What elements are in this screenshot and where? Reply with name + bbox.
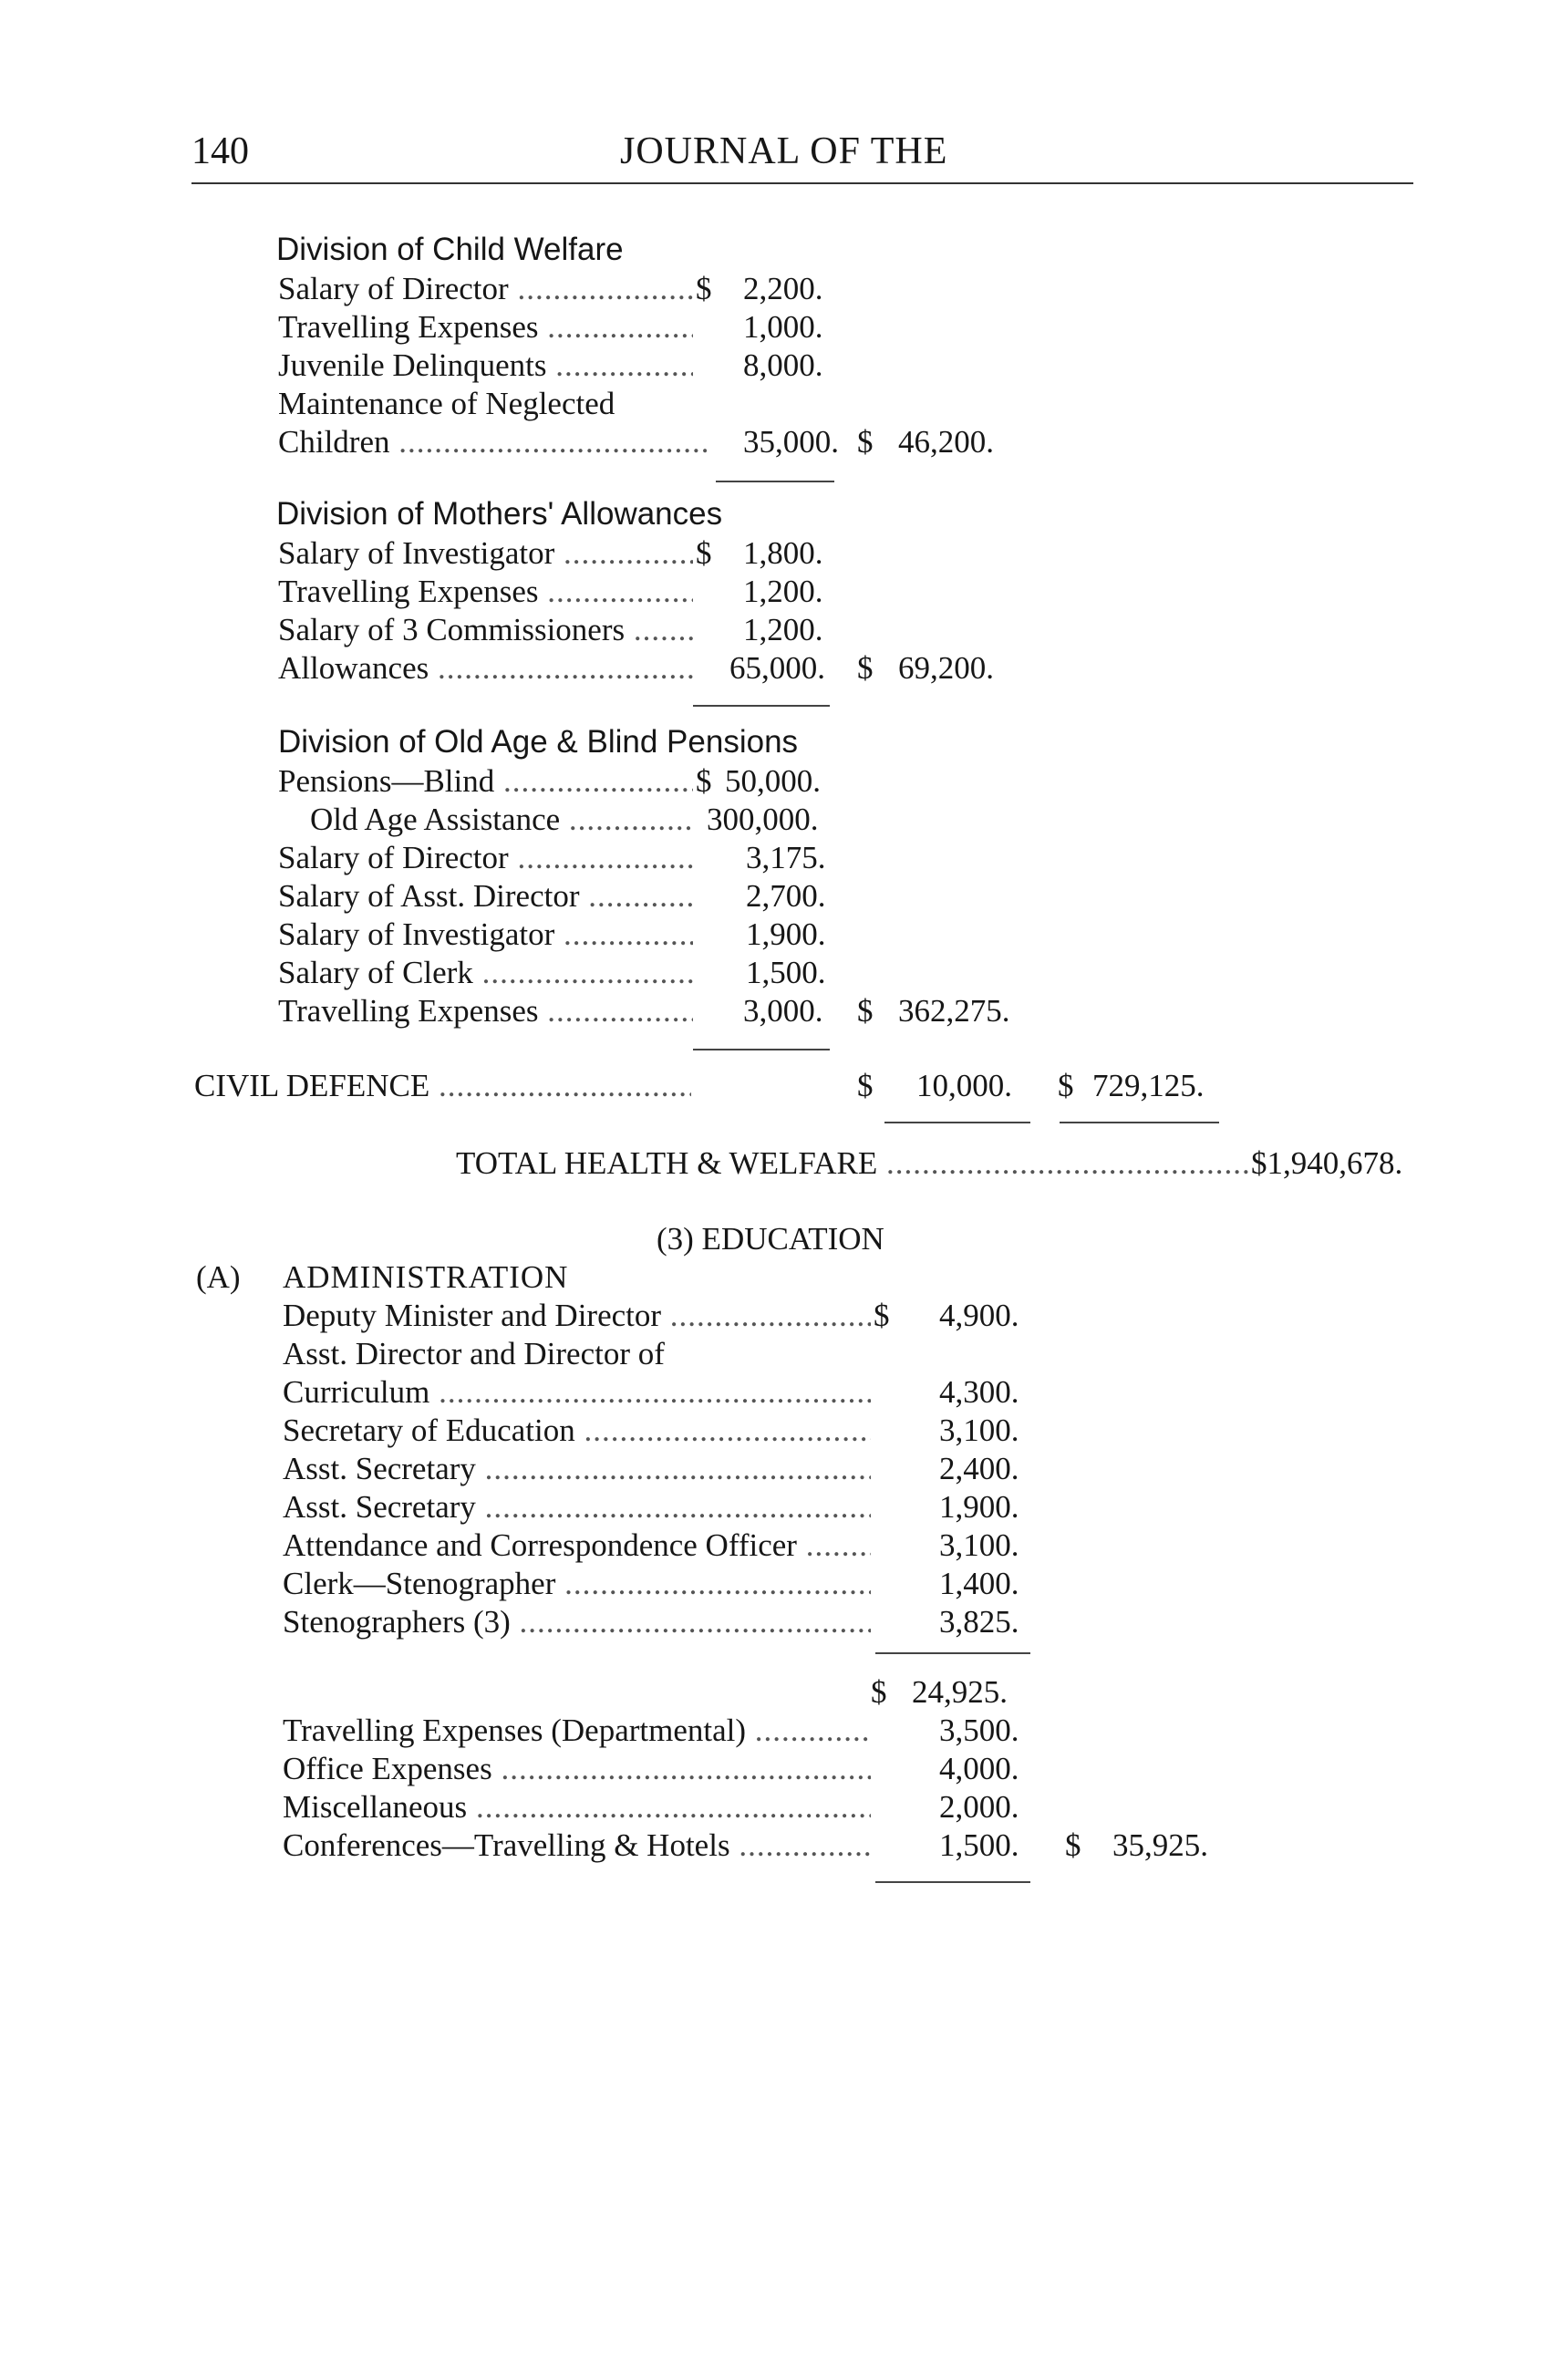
row-label: Travelling Expenses .....	[278, 308, 693, 347]
table-row	[283, 1565, 1039, 1603]
table-row-total-health-welfare	[456, 1144, 1422, 1183]
row-amount: 1,900.	[746, 916, 826, 952]
row-dollar: $	[871, 1674, 887, 1710]
row-amount: 1,400.	[939, 1566, 1019, 1601]
table-row	[310, 801, 1039, 839]
row-label: CIVIL DEFENCE .....	[194, 1067, 691, 1105]
sum-rule	[693, 1049, 830, 1050]
total-dollar: $	[857, 650, 874, 686]
total-dollar: $	[1058, 1068, 1074, 1103]
row-dollar: $	[696, 763, 712, 799]
row-amount: 8,000.	[743, 347, 823, 383]
division-total: 69,200.	[898, 650, 994, 686]
row-amount: 50,000.	[725, 763, 821, 799]
row-label: Attendance and Correspondence Officer .....	[283, 1526, 871, 1565]
row-label: Pensions—Blind .....	[278, 762, 693, 801]
group-total: 729,125.	[1092, 1068, 1205, 1103]
row-amount: 1,500.	[746, 955, 826, 990]
sum-rule	[1060, 1122, 1219, 1123]
sum-rule	[884, 1122, 1030, 1123]
table-row	[283, 1412, 1039, 1450]
sum-rule	[875, 1881, 1030, 1883]
row-amount: 10,000.	[916, 1068, 1012, 1103]
row-label: Old Age Assistance .....	[310, 801, 693, 839]
table-row	[278, 534, 1008, 573]
table-row	[278, 992, 1062, 1030]
table-row-civil-defence	[194, 1067, 1243, 1105]
row-amount: 2,000.	[939, 1789, 1019, 1825]
running-head: JOURNAL OF THE	[620, 130, 948, 172]
row-dollar: $	[874, 1298, 890, 1333]
subsection-marker: (A)	[196, 1259, 241, 1295]
sum-rule	[716, 481, 834, 482]
total-dollar: $	[857, 424, 874, 460]
row-label: Miscellaneous .....	[283, 1788, 871, 1826]
row-label: Salary of Asst. Director .....	[278, 877, 693, 916]
table-row	[278, 611, 1008, 649]
table-row	[283, 1297, 1039, 1335]
table-row	[283, 1750, 1039, 1788]
row-label: Salary of Director .....	[278, 839, 693, 877]
row-amount: 4,900.	[939, 1298, 1019, 1333]
administration-total: 35,925.	[1112, 1827, 1208, 1863]
table-row	[278, 347, 1008, 385]
row-amount: 35,000.	[743, 424, 839, 460]
table-row	[283, 1603, 1039, 1641]
row-amount: 1,200.	[743, 612, 823, 647]
row-dollar: $	[696, 535, 712, 571]
section-title-mothers-allowances: Division of Mothers' Allowances	[276, 496, 723, 532]
division-total: 46,200.	[898, 424, 994, 460]
row-amount: 1,000.	[743, 309, 823, 345]
table-row	[278, 839, 1008, 877]
row-amount: 65,000.	[729, 650, 825, 686]
row-dollar: $	[857, 1068, 874, 1103]
row-label: Asst. Secretary .....	[283, 1488, 871, 1526]
table-row-subtotal	[283, 1673, 1039, 1712]
table-row	[283, 1712, 1039, 1750]
row-label: Asst. Secretary .....	[283, 1450, 871, 1488]
row-label: Salary of Director .....	[278, 270, 693, 308]
row-amount: 3,500.	[939, 1713, 1019, 1748]
table-row	[278, 423, 1062, 461]
row-amount: 3,100.	[939, 1527, 1019, 1563]
row-label: Salary of 3 Commissioners .....	[278, 611, 693, 649]
row-label: Allowances .....	[278, 649, 693, 688]
table-row	[278, 762, 1008, 801]
row-amount: 4,300.	[939, 1374, 1019, 1410]
table-row	[278, 649, 1062, 688]
table-row	[278, 916, 1008, 954]
row-label: Clerk—Stenographer .....	[283, 1565, 871, 1603]
row-label: Conferences—Travelling & Hotels .....	[283, 1826, 871, 1865]
row-amount: 1,500.	[939, 1827, 1019, 1863]
row-amount: 3,000.	[743, 993, 823, 1029]
row-label: Deputy Minister and Director .....	[283, 1297, 871, 1335]
section-title-pensions: Division of Old Age & Blind Pensions	[278, 724, 799, 760]
page-number: 140	[191, 130, 249, 172]
table-row	[278, 954, 1008, 992]
row-label: Travelling Expenses .....	[278, 992, 693, 1030]
row-label: Curriculum .....	[283, 1373, 871, 1412]
table-row	[278, 573, 1008, 611]
row-amount: 2,200.	[743, 271, 823, 306]
section-title-child-welfare: Division of Child Welfare	[276, 232, 624, 267]
row-amount: 3,825.	[939, 1604, 1019, 1640]
grand-total: $1,940,678.	[1251, 1145, 1403, 1181]
table-row	[283, 1488, 1039, 1526]
total-dollar: $	[1065, 1827, 1081, 1863]
row-label: Travelling Expenses .....	[278, 573, 693, 611]
table-row	[283, 1826, 1240, 1865]
row-label: Salary of Investigator .....	[278, 534, 693, 573]
subtotal-amount: 24,925.	[912, 1674, 1008, 1710]
row-label: Children .....	[278, 423, 707, 461]
row-amount: 4,000.	[939, 1751, 1019, 1786]
row-amount: 1,200.	[743, 574, 823, 609]
row-amount: 3,175.	[746, 840, 826, 875]
section-title-education: (3) EDUCATION	[657, 1221, 884, 1257]
row-amount: 2,700.	[746, 878, 826, 914]
table-row	[278, 308, 1008, 347]
row-label: Juvenile Delinquents .....	[278, 347, 693, 385]
row-dollar: $	[696, 271, 712, 306]
total-dollar: $	[857, 993, 874, 1029]
row-amount: 2,400.	[939, 1451, 1019, 1486]
sum-rule	[875, 1652, 1030, 1654]
table-row	[283, 1526, 1039, 1565]
row-label: Office Expenses .....	[283, 1750, 871, 1788]
row-label: Travelling Expenses (Departmental) .....	[283, 1712, 871, 1750]
row-label: Salary of Investigator .....	[278, 916, 693, 954]
row-amount: 300,000.	[707, 802, 819, 837]
row-label: Salary of Clerk .....	[278, 954, 693, 992]
row-label: Secretary of Education .....	[283, 1412, 871, 1450]
division-total: 362,275.	[898, 993, 1010, 1029]
row-amount: 1,900.	[939, 1489, 1019, 1525]
table-row	[278, 877, 1008, 916]
table-row	[283, 1788, 1039, 1826]
table-row	[283, 1373, 1039, 1412]
row-label-continued: Asst. Director and Director of	[283, 1336, 665, 1371]
row-amount: 3,100.	[939, 1412, 1019, 1448]
header-rule	[191, 182, 1413, 184]
subsection-title-administration: ADMINISTRATION	[283, 1259, 569, 1295]
row-label: TOTAL HEALTH & WELFARE .....	[456, 1144, 1249, 1183]
row-amount: 1,800.	[743, 535, 823, 571]
table-row	[278, 270, 1008, 308]
table-row	[283, 1450, 1039, 1488]
row-label-continued: Maintenance of Neglected	[278, 386, 615, 421]
row-label: Stenographers (3) .....	[283, 1603, 871, 1641]
sum-rule	[693, 705, 830, 707]
